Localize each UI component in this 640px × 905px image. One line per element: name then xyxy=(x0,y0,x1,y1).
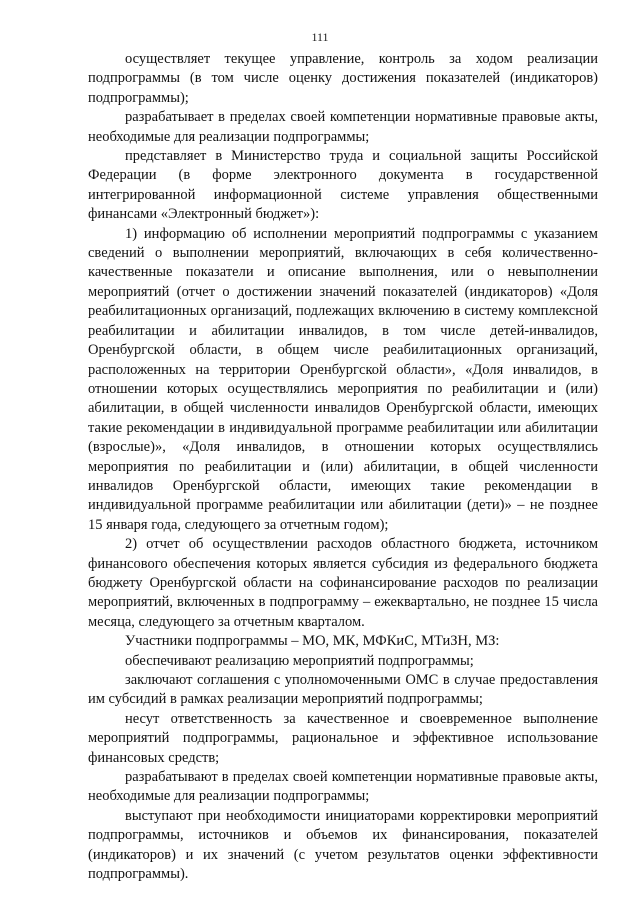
paragraph: выступают при необходимости инициаторами корректировки мероприятий подпрограммы, источников и объемов их финансирования, показателей (индикаторов) и их значений (с учетом результатов оценки эффективности подпрограммы). xyxy=(88,807,598,883)
paragraph: 2) отчет об осуществлении расходов областного бюджета, источником финансового обеспечения которых является субсидия из федерального бюджета бюджету Оренбургской области на софинансирование расходов по реализации мероприятий, включенных в подпрограмму – ежеквартально, не позднее 15 числа месяца, следующего за отчетным кварталом. xyxy=(88,536,598,630)
paragraph: обеспечивают реализацию мероприятий подпрограммы; xyxy=(125,652,474,669)
paragraph: Участники подпрограммы – МО, МК, МФКиС, МТиЗН, МЗ: xyxy=(125,633,500,650)
paragraph: несут ответственность за качественное и своевременное выполнение мероприятий подпрограммы, рациональное и эффективное использование финансовых средств; xyxy=(88,710,598,766)
paragraph: разрабатывают в пределах своей компетенции нормативные правовые акты, необходимые для реализации подпрограммы; xyxy=(88,769,598,805)
paragraph: разрабатывает в пределах своей компетенции нормативные правовые акты, необходимые для реализации подпрограммы; xyxy=(88,109,598,145)
paragraph: представляет в Министерство труда и социальной защиты Российской Федерации (в форме электронного документа в государственной интегрированной информационной системе управления общественными финансами «Электронный бюджет»): xyxy=(88,148,598,223)
page-number: 111 xyxy=(311,30,329,44)
paragraph: осуществляет текущее управление, контроль за ходом реализации подпрограммы (в том числе оценку достижения показателей (индикаторов) подпрограммы); xyxy=(88,51,598,106)
paragraph: 1) информацию об исполнении мероприятий подпрограммы с указанием сведений о выполнении мероприятий, включающих в себя количественно-качественные показатели и описание выполнения, или о невыполнении мероприятий (отчет о достижении значений показателей (индикаторов) «Доля реабилитационных организаций, подлежащих включению в систему комплексной реабилитации и абилитации инвалидов, в том числе детей-инвалидов, Оренбургской области, в общем числе реабилитационных организаций, расположенных на территории Оренбургской области», «Доля инвалидов, в отношении которых осуществлялись мероприятия по реабилитации и (или) абилитации, в общей численности инвалидов Оренбургской области, имеющих такие рекомендации в индивидуальной программе реабилитации или абилитации (взрослые)», «Доля инвалидов, в отношении которых осуществлялись мероприятия по реабилитации и (или) абилитации, в общей численности инвалидов Оренбургской области, имеющих такие рекомендации в индивидуальной программе реабилитации или абилитации (дети)» – не позднее 15 января года, следующего за отчетным годом); xyxy=(88,225,598,533)
document-body xyxy=(88,50,598,884)
paragraph: заключают соглашения с уполномоченными ОМС в случае предоставления им субсидий в рамках реализации мероприятий подпрограммы; xyxy=(88,672,598,708)
